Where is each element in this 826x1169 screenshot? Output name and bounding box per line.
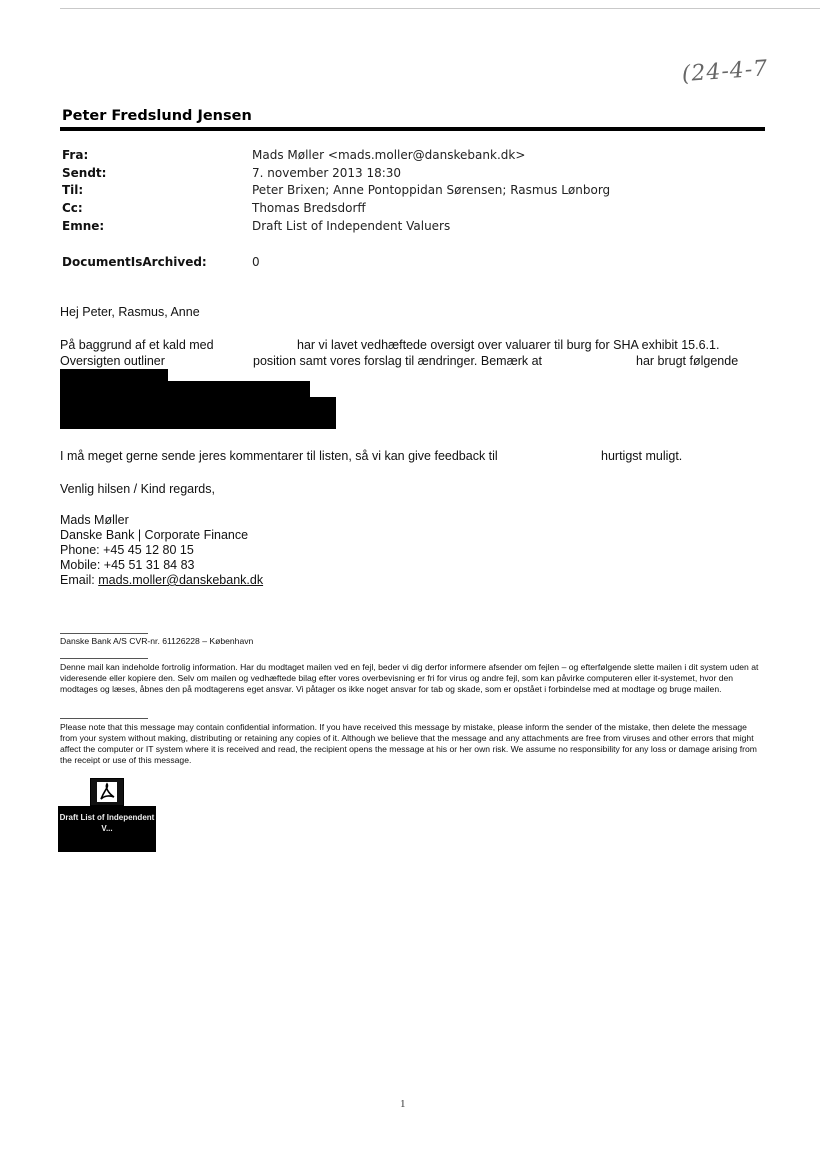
subject-value: Draft List of Independent Valuers xyxy=(252,219,451,233)
redaction-block xyxy=(60,369,168,381)
sent-label: Sendt: xyxy=(62,166,107,180)
subject-label: Emne: xyxy=(62,219,105,233)
to-label: Til: xyxy=(62,183,84,197)
paragraph-2-start: I må meget gerne sende jeres kommentarer til listen, så vi kan give feedback til xyxy=(60,449,498,463)
paragraph-1-line-2-start: Oversigten outliner xyxy=(60,354,165,368)
signature-email-prefix: Email: xyxy=(60,573,95,587)
page-number: 1 xyxy=(400,1098,406,1110)
attachment-label[interactable]: Draft List of Independent V... xyxy=(58,806,156,852)
signature-phone: Phone: +45 45 12 80 15 xyxy=(60,543,194,557)
signature-mobile: Mobile: +45 51 31 84 83 xyxy=(60,558,195,572)
paragraph-1-line-1-start: På baggrund af et kald med xyxy=(60,338,214,352)
paragraph-1-line-1 xyxy=(60,338,780,354)
mailbox-owner-name: Peter Fredslund Jensen xyxy=(62,108,252,124)
disclaimer-english: Please note that this message may contain confidential information. If you have received this message by mistake, please inform the sender of the mistake, then delete the message from your system without making, distributing or retaining any copies of it. Although we believe that the message and any attachments are free from viruses and other errors that might affect the computer or IT system where it is received and read, the recipient opens the message at his or her own risk. We assume no responsibility for any loss or damage arising from the receipt or use of this message. xyxy=(60,722,757,765)
from-value: Mads Møller <mads.moller@danskebank.dk> xyxy=(252,148,526,162)
disclaimer-danish: Denne mail kan indeholde fortrolig information. Har du modtaget mailen ved en fejl, beder vi dig derfor informere afsender om fejlen – og efterfølgende slette mailen i dit system uden at videresende eller kopiere den. Selv om mailen og vedhæftede bilag efter vores overbevisning er fri for virus og andre fejl, som kan påvirke computeren eller it-systemet, hvor den modtages og læses, åbnes den på modtagerens eget ansvar. Vi påtager os ikke noget ansvar for tab og skade, som er opstået i forbindelse med at modtage og bruge mailen. xyxy=(60,662,759,694)
footer-company-line: Danske Bank A/S CVR-nr. 61126228 – København xyxy=(60,636,254,646)
paragraph-1-line-2-end: har brugt følgende xyxy=(636,354,739,368)
paragraph-1-line-1-end: har vi lavet vedhæftede oversigt over valuarer til burg for SHA exhibit 15.6.1. xyxy=(297,338,720,352)
scan-edge-line xyxy=(60,8,820,9)
paragraph-1-line-2 xyxy=(60,354,780,370)
from-label: Fra: xyxy=(62,148,89,162)
sent-value: 7. november 2013 18:30 xyxy=(252,166,402,180)
redaction-block xyxy=(60,397,336,429)
cc-label: Cc: xyxy=(62,201,83,215)
closing: Venlig hilsen / Kind regards, xyxy=(60,482,215,496)
to-value: Peter Brixen; Anne Pontoppidan Sørensen; Rasmus Lønborg xyxy=(252,183,611,197)
paragraph-2 xyxy=(60,449,780,465)
greeting: Hej Peter, Rasmus, Anne xyxy=(60,305,200,319)
signature-email-link[interactable]: mads.moller@danskebank.dk xyxy=(98,573,264,587)
footer-rule xyxy=(60,633,148,634)
handwritten-note: (24-4-7 xyxy=(681,56,770,88)
archived-value: 0 xyxy=(252,255,260,269)
signature-company: Danske Bank | Corporate Finance xyxy=(60,528,249,542)
redaction-block xyxy=(60,381,310,397)
archived-label: DocumentIsArchived: xyxy=(62,255,207,269)
paragraph-2-end: hurtigst muligt. xyxy=(601,449,683,463)
signature-email-line xyxy=(60,573,263,587)
cc-value: Thomas Bredsdorff xyxy=(252,201,366,215)
paragraph-1-line-2-mid: position samt vores forslag til ændringer. Bemærk at xyxy=(253,354,543,368)
footer-rule xyxy=(60,718,148,719)
pdf-icon[interactable] xyxy=(90,778,124,806)
footer-rule xyxy=(60,658,148,659)
signature-name: Mads Møller xyxy=(60,513,129,527)
header-rule xyxy=(60,127,765,131)
